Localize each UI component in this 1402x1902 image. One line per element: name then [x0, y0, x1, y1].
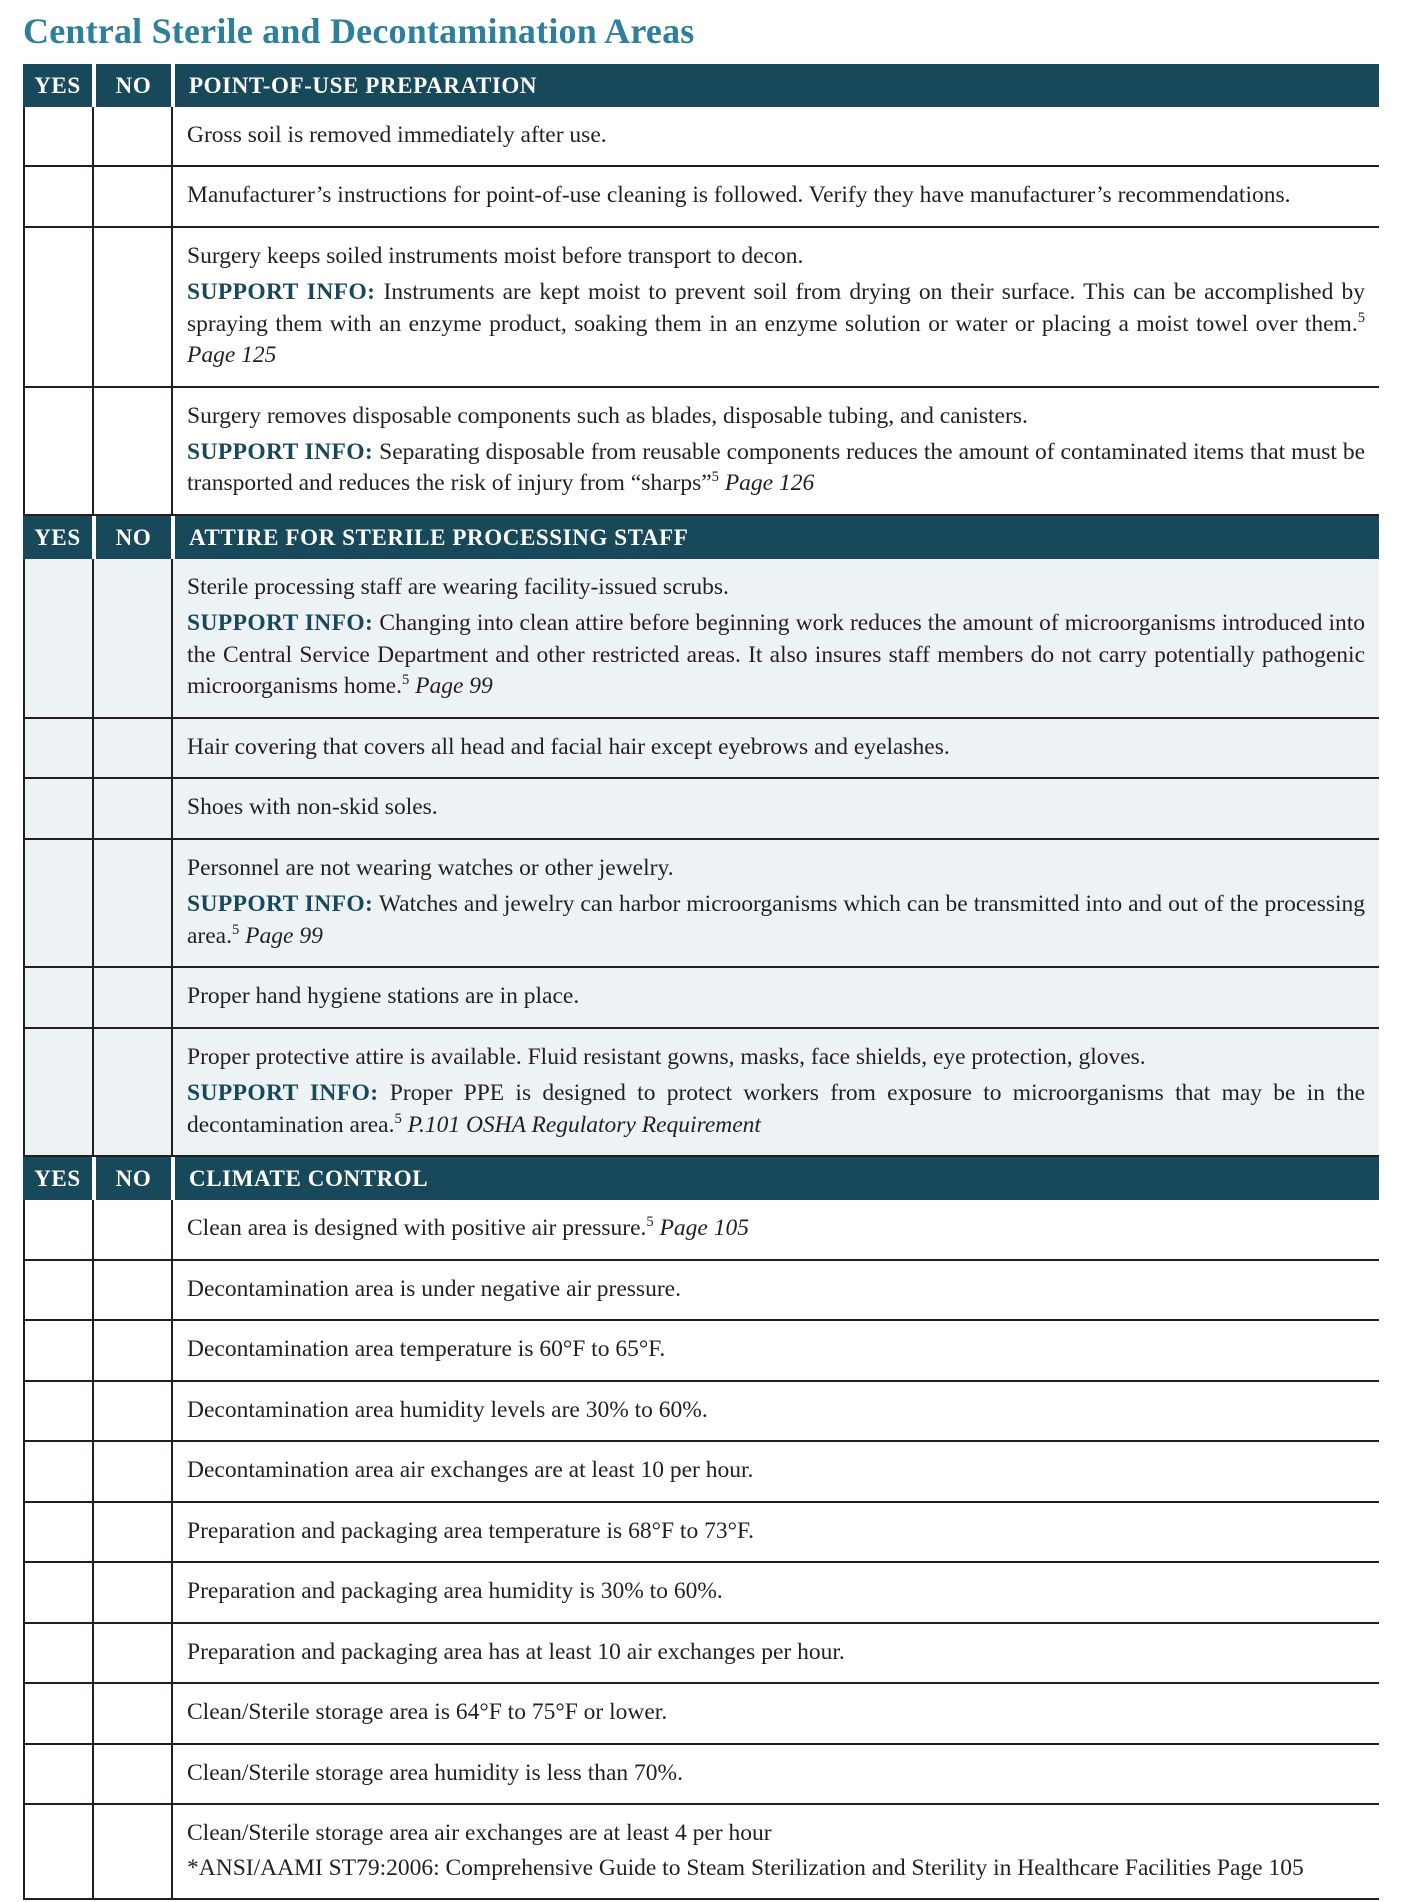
- item-text-main: Shoes with non-skid soles.: [187, 794, 438, 821]
- support-info: [187, 1078, 1365, 1141]
- checklist-row: [23, 1029, 1379, 1157]
- item-text-main: Proper protective attire is available. Fluid resistant gowns, masks, face shields, eye protection, gloves.: [187, 1043, 1146, 1070]
- support-info-label: SUPPORT INFO:: [187, 279, 376, 306]
- item-text-main: Clean area is designed with positive air pressure.: [187, 1215, 647, 1242]
- no-checkbox-cell: [94, 1029, 173, 1155]
- item-cell: [173, 167, 1379, 225]
- yes-checkbox-cell: [23, 1029, 94, 1155]
- item-cell: [173, 1442, 1379, 1500]
- section-title: ATTIRE FOR STERILE PROCESSING STAFF: [175, 516, 1379, 559]
- yes-checkbox-cell: [23, 388, 94, 514]
- item-cell: [173, 1684, 1379, 1742]
- item-text: [187, 1697, 1365, 1728]
- item-note: [187, 1853, 1365, 1884]
- yes-checkbox-cell: [23, 1382, 94, 1440]
- item-cell: [173, 840, 1379, 966]
- item-cell: [173, 968, 1379, 1026]
- section-header-row: [23, 1157, 1379, 1200]
- support-info: [187, 437, 1365, 500]
- item-cell: [173, 1261, 1379, 1319]
- item-cell: [173, 1503, 1379, 1561]
- item-cell: [173, 228, 1379, 386]
- yes-checkbox-cell: [23, 968, 94, 1026]
- page-title: Central Sterile and Decontamination Areas: [23, 11, 695, 51]
- checklist-row: [23, 1503, 1379, 1563]
- checklist-row: [23, 779, 1379, 839]
- item-text-main: Clean/Sterile storage area is 64°F to 75°F or lower.: [187, 1699, 668, 1726]
- no-column-header: NO: [96, 64, 171, 107]
- no-checkbox-cell: [94, 779, 173, 837]
- item-text: [187, 853, 1365, 884]
- item-text: [187, 1637, 1365, 1668]
- support-info-label: SUPPORT INFO:: [187, 438, 374, 465]
- checklist-row: [23, 1321, 1379, 1381]
- footnote-marker: 5: [646, 1214, 654, 1231]
- item-cell: [173, 779, 1379, 837]
- yes-checkbox-cell: [23, 719, 94, 777]
- item-cell: [173, 719, 1379, 777]
- no-checkbox-cell: [94, 840, 173, 966]
- item-text: [187, 572, 1365, 603]
- checklist-row: [23, 1382, 1379, 1442]
- yes-checkbox-cell: [23, 1200, 94, 1258]
- item-text-main: Decontamination area is under negative air pressure.: [187, 1275, 681, 1302]
- item-text-main: Hair covering that covers all head and facial hair except eyebrows and eyelashes.: [187, 733, 950, 760]
- no-checkbox-cell: [94, 1261, 173, 1319]
- checklist-row: [23, 1200, 1379, 1260]
- no-checkbox-cell: [94, 1442, 173, 1500]
- item-text: [187, 1455, 1365, 1486]
- yes-column-header: YES: [23, 516, 92, 559]
- footnote-marker: 5: [232, 922, 240, 938]
- item-text-main: Sterile processing staff are wearing facility-issued scrubs.: [187, 573, 729, 600]
- support-info: [187, 608, 1365, 702]
- support-info: [187, 889, 1365, 952]
- item-text: [187, 1334, 1365, 1365]
- section-title: CLIMATE CONTROL: [175, 1157, 1379, 1200]
- item-cell: [173, 1200, 1379, 1258]
- item-text-main: Clean/Sterile storage area humidity is less than 70%.: [187, 1759, 683, 1786]
- checklist-row: [23, 107, 1379, 167]
- checklist-row: [23, 1442, 1379, 1502]
- checklist-row: [23, 1684, 1379, 1744]
- no-column-header: NO: [96, 516, 171, 559]
- no-checkbox-cell: [94, 719, 173, 777]
- footnote-marker: 5: [394, 1110, 402, 1127]
- yes-checkbox-cell: [23, 1503, 94, 1561]
- support-info-text: Separating disposable from reusable components reduces the amount of contaminated items that must be transported and reduces the risk of injury from “sharps”: [187, 438, 1366, 497]
- item-cell: [173, 1805, 1379, 1898]
- item-text: [187, 241, 1365, 272]
- checklist-row: [23, 1624, 1379, 1684]
- item-cell: [173, 1382, 1379, 1440]
- no-column-header: NO: [96, 1157, 171, 1200]
- footnote-marker: 5: [401, 672, 410, 689]
- item-text-main: Preparation and packaging area temperature is 68°F to 73°F.: [187, 1517, 755, 1544]
- item-text: [187, 1516, 1365, 1547]
- section-header-row: [23, 64, 1379, 107]
- footnote-marker: 5: [1357, 309, 1365, 326]
- checklist-row: [23, 1261, 1379, 1321]
- support-info-text: Changing into clean attire before beginning work reduces the amount of microorganisms introduced into the Central Service Department and other restricted areas. It also insures staff members do not carry potentially pathogenic microorganisms home.: [187, 610, 1366, 700]
- item-text-main: Preparation and packaging area has at least 10 air exchanges per hour.: [187, 1638, 845, 1665]
- item-text: [187, 1213, 1365, 1244]
- yes-checkbox-cell: [23, 228, 94, 386]
- item-note-text: *ANSI/AAMI ST79:2006: Comprehensive Guide to Steam Sterilization and Sterility in Healthcare Facilities Page 105: [187, 1854, 1304, 1881]
- no-checkbox-cell: [94, 559, 173, 717]
- yes-checkbox-cell: [23, 840, 94, 966]
- no-checkbox-cell: [94, 1805, 173, 1898]
- support-info: [187, 277, 1365, 371]
- yes-column-header: YES: [23, 64, 92, 107]
- item-cell: [173, 1029, 1379, 1155]
- checklist-row: [23, 719, 1379, 779]
- section-title: POINT-OF-USE PREPARATION: [175, 64, 1379, 107]
- item-cell: [173, 1563, 1379, 1621]
- support-info-text: Instruments are kept moist to prevent soil from drying on their surface. This can be accomplished by spraying them with an enzyme product, soaking them in an enzyme solution or water or placing a moist towel over them.: [187, 279, 1366, 337]
- footnote-marker: 5: [711, 469, 719, 486]
- yes-checkbox-cell: [23, 1321, 94, 1379]
- no-checkbox-cell: [94, 968, 173, 1026]
- item-text: [187, 401, 1365, 432]
- yes-checkbox-cell: [23, 559, 94, 717]
- item-text-main: Clean/Sterile storage area air exchanges are at least 4 per hour: [187, 1820, 772, 1847]
- checklist-row: [23, 1805, 1379, 1900]
- yes-checkbox-cell: [23, 107, 94, 165]
- yes-checkbox-cell: [23, 1745, 94, 1803]
- item-text: [187, 732, 1365, 763]
- item-text-main: Proper hand hygiene stations are in place.: [187, 983, 580, 1010]
- yes-column-header: YES: [23, 1157, 92, 1200]
- no-checkbox-cell: [94, 1745, 173, 1803]
- item-text: [187, 1818, 1365, 1849]
- yes-checkbox-cell: [23, 1442, 94, 1500]
- no-checkbox-cell: [94, 1382, 173, 1440]
- checklist-row: [23, 1745, 1379, 1805]
- no-checkbox-cell: [94, 1321, 173, 1379]
- yes-checkbox-cell: [23, 1563, 94, 1621]
- page-reference: Page 105: [659, 1215, 749, 1242]
- item-text: [187, 180, 1365, 211]
- no-checkbox-cell: [94, 388, 173, 514]
- item-cell: [173, 1321, 1379, 1379]
- checklist-row: [23, 228, 1379, 388]
- item-cell: [173, 107, 1379, 165]
- item-text-main: Preparation and packaging area humidity is 30% to 60%.: [187, 1578, 723, 1605]
- checklist-table: [23, 64, 1379, 1900]
- section-header-row: [23, 516, 1379, 559]
- item-text: [187, 1042, 1365, 1073]
- support-info-label: SUPPORT INFO:: [187, 610, 374, 637]
- no-checkbox-cell: [94, 1563, 173, 1621]
- page-reference: Page 125: [187, 342, 277, 369]
- item-text: [187, 1274, 1365, 1305]
- item-text-main: Decontamination area air exchanges are at least 10 per hour.: [187, 1457, 754, 1484]
- item-text-main: Decontamination area humidity levels are 30% to 60%.: [187, 1396, 708, 1423]
- yes-checkbox-cell: [23, 1261, 94, 1319]
- item-cell: [173, 1745, 1379, 1803]
- item-cell: [173, 1624, 1379, 1682]
- item-text: [187, 120, 1365, 151]
- no-checkbox-cell: [94, 1684, 173, 1742]
- item-text: [187, 981, 1365, 1012]
- item-cell: [173, 388, 1379, 514]
- checklist-row: [23, 167, 1379, 227]
- support-info-label: SUPPORT INFO:: [187, 1080, 379, 1107]
- item-text-main: Personnel are not wearing watches or other jewelry.: [187, 854, 674, 881]
- item-text: [187, 1395, 1365, 1426]
- no-checkbox-cell: [94, 1200, 173, 1258]
- support-info-text: Watches and jewelry can harbor microorganisms which can be transmitted into and out of the processing area.: [187, 891, 1366, 949]
- item-text-main: Surgery removes disposable components such as blades, disposable tubing, and canisters.: [187, 402, 1028, 429]
- item-text-main: Gross soil is removed immediately after use.: [187, 121, 607, 148]
- yes-checkbox-cell: [23, 1684, 94, 1742]
- item-text: [187, 1758, 1365, 1789]
- checklist-row: [23, 1563, 1379, 1623]
- item-text: [187, 792, 1365, 823]
- item-text-main: Manufacturer’s instructions for point-of-use cleaning is followed. Verify they have manufacturer’s recommendations.: [187, 182, 1291, 209]
- item-text-main: Decontamination area temperature is 60°F to 65°F.: [187, 1336, 666, 1363]
- page-reference: Page 126: [724, 470, 815, 497]
- no-checkbox-cell: [94, 1503, 173, 1561]
- checklist-row: [23, 388, 1379, 516]
- item-text: [187, 1576, 1365, 1607]
- yes-checkbox-cell: [23, 167, 94, 225]
- yes-checkbox-cell: [23, 1805, 94, 1898]
- page-reference: P.101 OSHA Regulatory Requirement: [407, 1111, 761, 1138]
- no-checkbox-cell: [94, 167, 173, 225]
- yes-checkbox-cell: [23, 779, 94, 837]
- no-checkbox-cell: [94, 107, 173, 165]
- checklist-row: [23, 840, 1379, 968]
- page-reference: Page 99: [415, 673, 493, 700]
- checklist-row: [23, 968, 1379, 1028]
- checklist-row: [23, 559, 1379, 719]
- yes-checkbox-cell: [23, 1624, 94, 1682]
- no-checkbox-cell: [94, 228, 173, 386]
- page-reference: Page 99: [245, 922, 323, 949]
- item-text-main: Surgery keeps soiled instruments moist before transport to decon.: [187, 242, 804, 269]
- support-info-text: Proper PPE is designed to protect workers from exposure to microorganisms that may be in the decontamination area.: [187, 1080, 1366, 1138]
- no-checkbox-cell: [94, 1624, 173, 1682]
- item-cell: [173, 559, 1379, 717]
- support-info-label: SUPPORT INFO:: [187, 891, 374, 918]
